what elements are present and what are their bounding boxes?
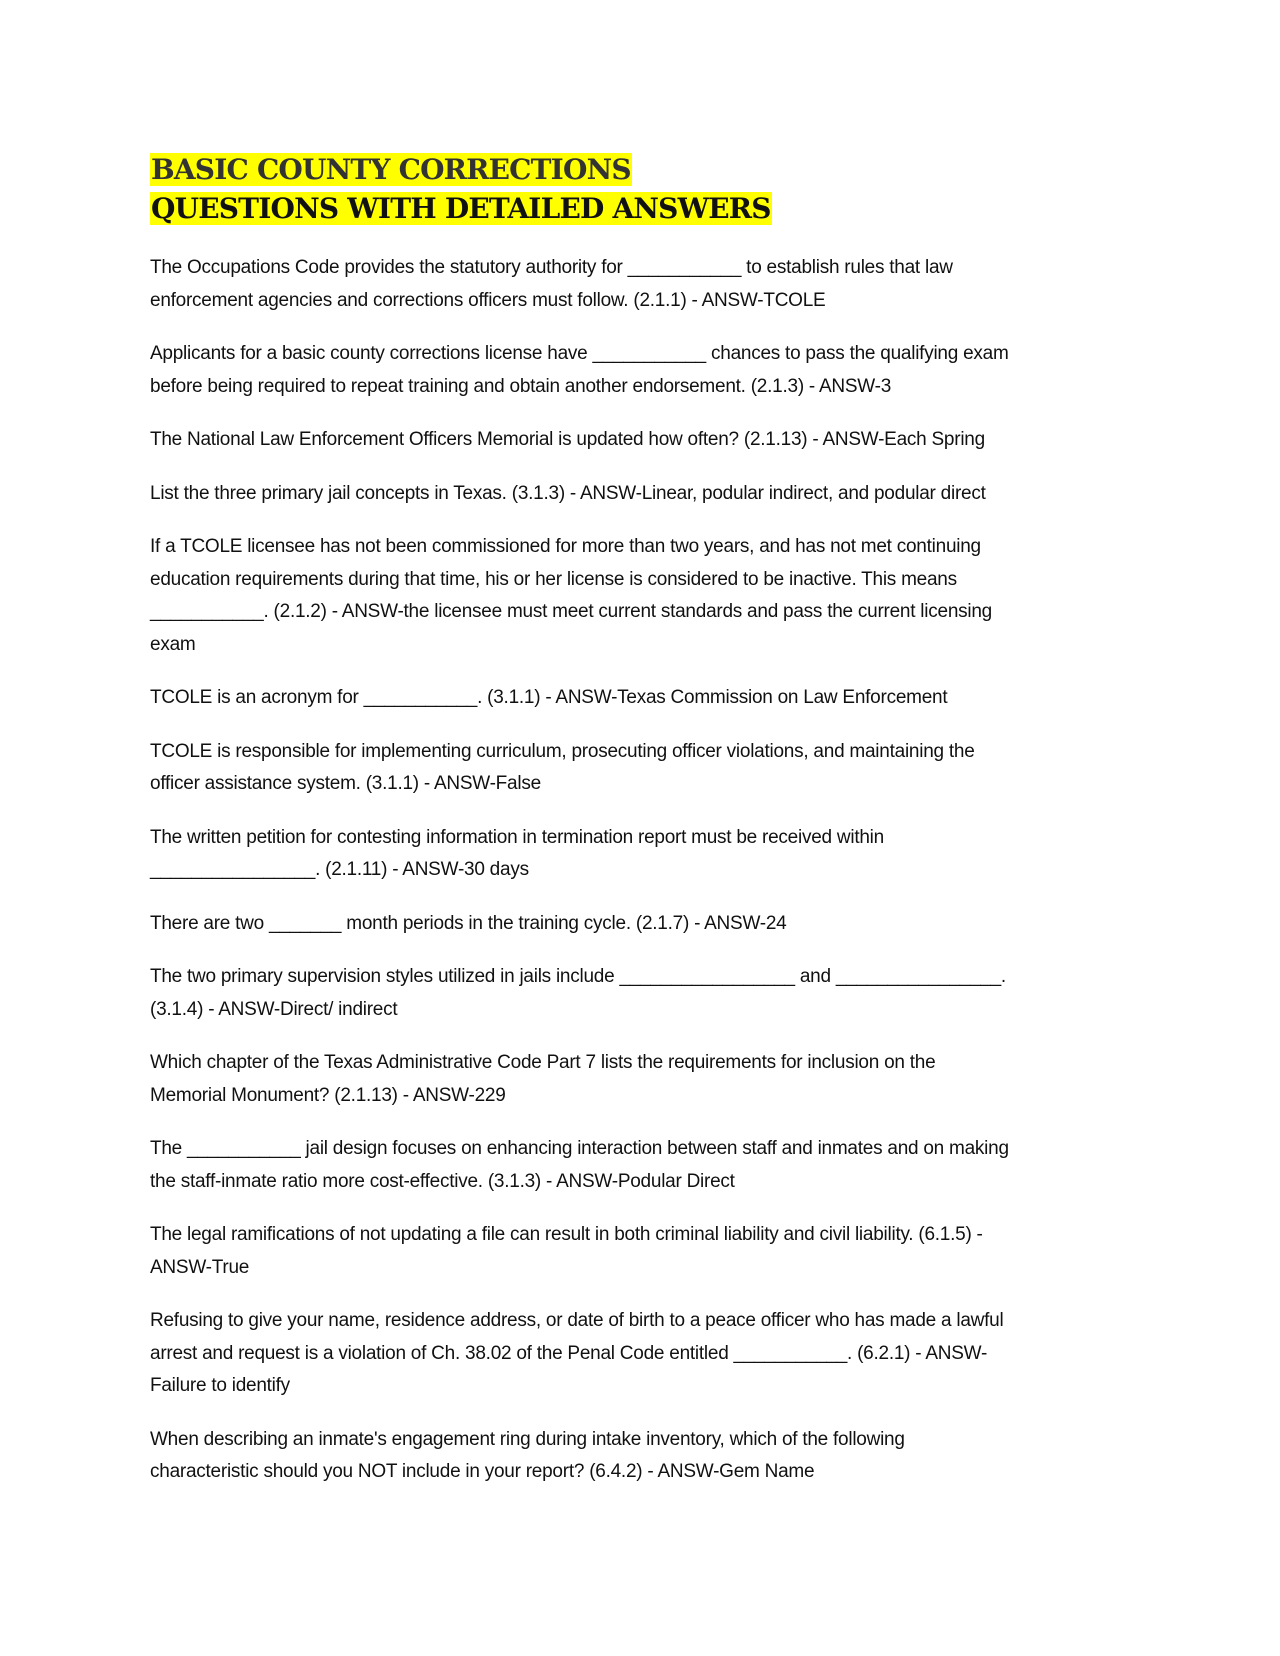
qa-line: before being required to repeat training and obtain another endorsement. (2.1.3) - ANSW-3 xyxy=(150,375,892,397)
qa-item xyxy=(150,682,1150,715)
qa-line: Applicants for a basic county corrections license have ___________ chances to pass the qualifying exam xyxy=(150,343,1009,364)
qa-line: Failure to identify xyxy=(150,1375,290,1396)
qa-line: Memorial Monument? (2.1.13) - ANSW-229 xyxy=(150,1084,506,1106)
qa-line: The Occupations Code provides the statutory authority for ___________ to establish rules that law xyxy=(150,257,953,278)
title-line-1: BASIC COUNTY CORRECTIONS xyxy=(151,153,631,186)
document-page xyxy=(150,150,1150,1489)
qa-line: arrest and request is a violation of Ch. 38.02 of the Penal Code entitled ___________. (6.2.1) - ANSW- xyxy=(150,1342,988,1364)
qa-item xyxy=(150,736,1150,801)
qa-line: enforcement agencies and corrections officers must follow. (2.1.1) - ANSW-TCOLE xyxy=(150,289,826,311)
qa-line: ________________. (2.1.11) - ANSW-30 days xyxy=(150,859,529,880)
qa-line: ___________. (2.1.2) - ANSW-the licensee must meet current standards and pass the current licensing xyxy=(150,601,992,622)
qa-line: education requirements during that time, his or her license is considered to be inactive. This means xyxy=(150,568,957,590)
qa-line: TCOLE is an acronym for ___________. (3.1.1) - ANSW-Texas Commission on Law Enforcement xyxy=(150,687,948,708)
qa-item xyxy=(150,252,1150,317)
qa-line: When describing an inmate's engagement ring during intake inventory, which of the following xyxy=(150,1428,905,1450)
qa-line: the staff-inmate ratio more cost-effective. (3.1.3) - ANSW-Podular Direct xyxy=(150,1170,735,1192)
qa-line: The written petition for contesting information in termination report must be received within xyxy=(150,826,884,848)
document-title xyxy=(150,150,1150,228)
qa-item xyxy=(150,822,1150,887)
qa-list xyxy=(150,252,1150,1489)
qa-item xyxy=(150,424,1150,457)
qa-item xyxy=(150,1047,1150,1112)
qa-item xyxy=(150,1133,1150,1198)
qa-item xyxy=(150,531,1150,661)
qa-line: If a TCOLE licensee has not been commissioned for more than two years, and has not met continuing xyxy=(150,536,981,557)
qa-item xyxy=(150,1219,1150,1284)
qa-line: There are two _______ month periods in the training cycle. (2.1.7) - ANSW-24 xyxy=(150,912,787,934)
qa-line: The legal ramifications of not updating a file can result in both criminal liability and civil liability. (6.1.5) - xyxy=(150,1224,983,1245)
qa-line: TCOLE is responsible for implementing curriculum, prosecuting officer violations, and maintaining the xyxy=(150,740,975,762)
qa-item xyxy=(150,1424,1150,1489)
qa-line: Which chapter of the Texas Administrative Code Part 7 lists the requirements for inclusion on the xyxy=(150,1052,936,1073)
qa-line: The ___________ jail design focuses on enhancing interaction between staff and inmates and on making xyxy=(150,1138,1009,1159)
qa-line: (3.1.4) - ANSW-Direct/ indirect xyxy=(150,998,398,1020)
qa-line: Refusing to give your name, residence address, or date of birth to a peace officer who has made a lawful xyxy=(150,1310,1004,1331)
qa-line: officer assistance system. (3.1.1) - ANSW-False xyxy=(150,773,541,794)
qa-item xyxy=(150,961,1150,1026)
qa-line: List the three primary jail concepts in Texas. (3.1.3) - ANSW-Linear, podular indirect, and podular direct xyxy=(150,482,986,504)
qa-line: characteristic should you NOT include in your report? (6.4.2) - ANSW-Gem Name xyxy=(150,1461,815,1482)
title-line-2: QUESTIONS WITH DETAILED ANSWERS xyxy=(151,192,771,225)
qa-item xyxy=(150,908,1150,941)
qa-item xyxy=(150,478,1150,511)
qa-item xyxy=(150,338,1150,403)
qa-line: The two primary supervision styles utilized in jails include _________________ and ________________. xyxy=(150,966,1006,987)
qa-line: exam xyxy=(150,633,196,655)
qa-line: ANSW-True xyxy=(150,1256,250,1278)
qa-line: The National Law Enforcement Officers Memorial is updated how often? (2.1.13) - ANSW-Each Spring xyxy=(150,429,985,450)
qa-item xyxy=(150,1305,1150,1403)
